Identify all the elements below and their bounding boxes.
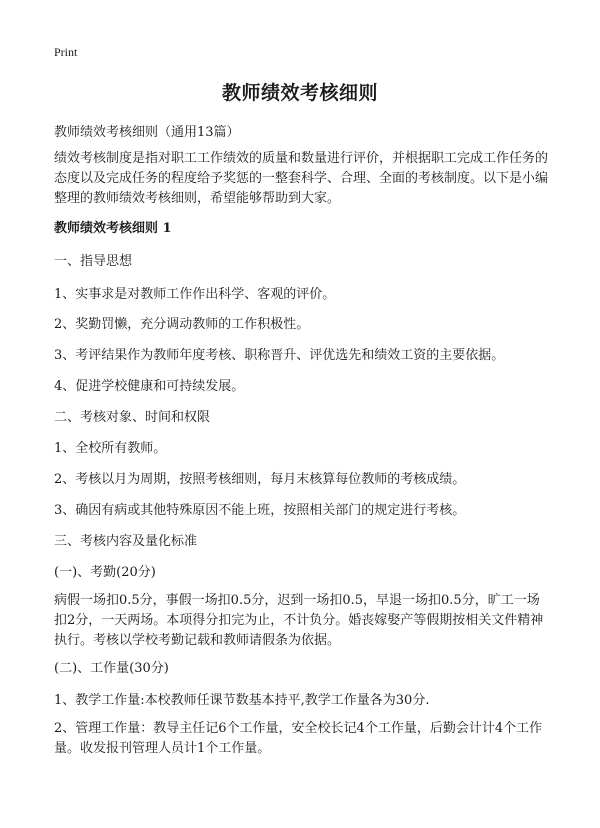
- list-item: 4、促进学校健康和可持续发展。: [54, 379, 245, 394]
- list-item: 1、实事求是对教师工作作出科学、客观的评价。: [54, 287, 336, 302]
- page-title: 教师绩效考核细则: [221, 82, 378, 104]
- list-item: 2、管理工作量：教导主任记6个工作量，安全校长记4个工作量，后勤会计计4个工作量。收发报刊管理人员计1个工作量。: [54, 721, 543, 756]
- subtitle: 教师绩效考核细则（通用13篇）: [54, 125, 240, 140]
- intro-paragraph: 绩效考核制度是指对职工工作绩效的质量和数量进行评价，并根据职工完成工作任务的态度以及完成任务的程度给予奖惩的一整套科学、合理、全面的考核制度。以下是小编整理的教师绩效考核细则，希望能够帮助到大家。: [54, 151, 549, 206]
- list-item: 2、考核以月为周期，按照考核细则，每月末核算每位教师的考核成绩。: [54, 472, 466, 487]
- list-item: 1、教学工作量:本校教师任课节数基本持平,教学工作量各为30分.: [54, 693, 430, 708]
- list-item: 1、全校所有教师。: [54, 441, 167, 456]
- attendance-heading: (一)、考勤(20分): [54, 565, 156, 580]
- section-heading: 教师绩效考核细则 1: [54, 221, 172, 236]
- list-item: 2、奖勤罚懒，充分调动教师的工作积极性。: [54, 317, 310, 332]
- print-label[interactable]: Print: [54, 45, 78, 59]
- workload-heading: (二)、工作量(30分): [54, 661, 169, 676]
- objects-heading: 二、考核对象、时间和权限: [54, 410, 211, 425]
- guiding-heading: 一、指导思想: [54, 254, 133, 269]
- list-item: 3、考评结果作为教师年度考核、职称晋升、评优选先和绩效工资的主要依据。: [54, 348, 505, 363]
- list-item: 3、确因有病或其他特殊原因不能上班，按照相关部门的规定进行考核。: [54, 503, 466, 518]
- attendance-paragraph: 病假一场扣0.5分，事假一场扣0.5分，迟到一场扣0.5，早退一场扣0.5分，旷工一场扣2分，一天两场。本项得分扣完为止，不计负分。婚丧嫁娶产等假期按相关文件精神执行。考核以学校考勤记载和教师请假条为依据。: [54, 593, 544, 648]
- content-heading: 三、考核内容及量化标准: [54, 534, 198, 549]
